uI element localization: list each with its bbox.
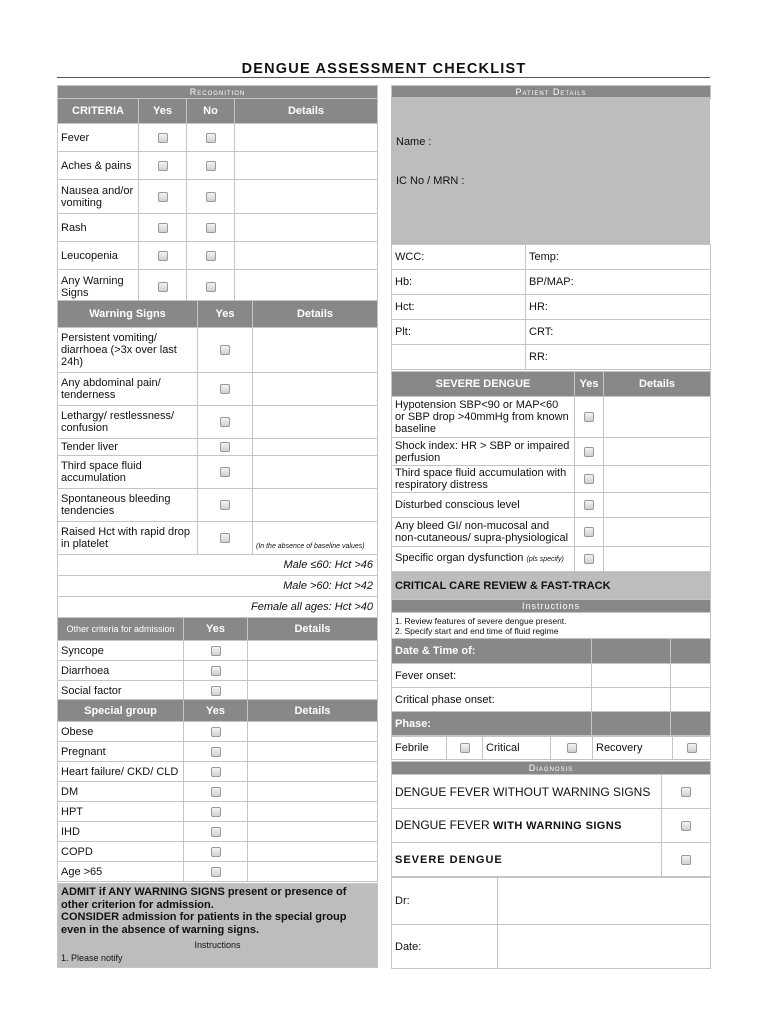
criterion-label: Nausea and/or vomiting <box>58 180 139 214</box>
rr-field[interactable]: RR: <box>526 345 711 370</box>
yes-checkbox[interactable] <box>211 747 221 757</box>
criterion-label: Diarrhoea <box>58 661 184 681</box>
table-row <box>58 822 378 842</box>
date-time-header: Date & Time of: <box>392 639 592 664</box>
diagnosis-caption: Diagnosis <box>392 762 711 775</box>
date-label: Date: <box>392 925 498 969</box>
details-header: Details <box>235 99 378 124</box>
no-checkbox[interactable] <box>206 251 216 261</box>
critical-care-table <box>391 571 711 737</box>
diagnosis-table <box>391 761 711 877</box>
no-checkbox[interactable] <box>206 282 216 292</box>
group-label: IHD <box>58 822 184 842</box>
warning-signs-table <box>57 300 378 618</box>
dx-without-warning-label: DENGUE FEVER WITHOUT WARNING SIGNS <box>392 775 662 809</box>
dx-severe-checkbox[interactable] <box>681 855 691 865</box>
table-row <box>392 518 711 547</box>
recognition-caption: Recognition <box>58 86 378 99</box>
table-row <box>58 152 378 180</box>
criterion-label: Aches & pains <box>58 152 139 180</box>
yes-checkbox[interactable] <box>220 467 230 477</box>
baseline-note: (In the absence of baseline values) <box>253 522 378 555</box>
table-row <box>58 373 378 406</box>
patient-ic-label[interactable]: IC No / MRN : <box>396 175 465 187</box>
yes-checkbox[interactable] <box>584 474 594 484</box>
details-cell[interactable] <box>248 641 378 661</box>
wcc-field[interactable]: WCC: <box>392 245 526 270</box>
table-row <box>392 438 711 466</box>
critical-onset-extra[interactable] <box>671 688 711 712</box>
critical-care-title: CRITICAL CARE REVIEW & FAST-TRACK <box>392 572 711 600</box>
table-row <box>58 439 378 456</box>
phase-recovery-label: Recovery <box>593 736 673 760</box>
yes-header: Yes <box>575 372 604 397</box>
severe-criterion-label: Any bleed GI/ non-mucosal and non-cutaneous/ supra-physiological <box>392 518 575 547</box>
details-cell[interactable] <box>235 270 378 304</box>
instructions-label: Instructions <box>392 600 711 613</box>
hct-criterion: Male ≤60: Hct >46 <box>58 555 378 576</box>
phase-febrile-label: Febrile <box>392 736 447 760</box>
yes-checkbox[interactable] <box>211 686 221 696</box>
criterion-label: Rash <box>58 214 139 242</box>
yes-checkbox[interactable] <box>211 646 221 656</box>
details-cell[interactable] <box>248 661 378 681</box>
table-row <box>392 397 711 438</box>
severe-criterion-label: Specific organ dysfunction <box>395 552 524 564</box>
yes-header: Yes <box>139 99 187 124</box>
details-cell[interactable] <box>253 373 378 406</box>
yes-checkbox[interactable] <box>211 867 221 877</box>
criterion-label: Social factor <box>58 681 184 701</box>
patient-details-box <box>391 97 710 244</box>
details-cell[interactable] <box>248 802 378 822</box>
yes-checkbox[interactable] <box>158 133 168 143</box>
no-header: No <box>187 99 235 124</box>
instruction-item: 1. Review features of severe dengue present. <box>395 615 567 626</box>
page-title: DENGUE ASSESSMENT CHECKLIST <box>241 61 527 77</box>
details-cell[interactable] <box>604 438 711 466</box>
instruction-item: 1. Please notify <box>61 953 123 963</box>
details-header: Details <box>253 301 378 328</box>
details-cell[interactable] <box>235 124 378 152</box>
table-row <box>58 406 378 439</box>
group-label: DM <box>58 782 184 802</box>
details-cell[interactable] <box>248 782 378 802</box>
recognition-table <box>57 85 378 304</box>
details-cell[interactable] <box>253 328 378 373</box>
details-cell[interactable] <box>235 152 378 180</box>
table-row <box>58 782 378 802</box>
yes-checkbox[interactable] <box>211 787 221 797</box>
table-row <box>58 862 378 882</box>
details-cell[interactable] <box>604 397 711 438</box>
yes-checkbox[interactable] <box>584 554 594 564</box>
details-cell[interactable] <box>235 242 378 270</box>
yes-checkbox[interactable] <box>220 417 230 427</box>
yes-checkbox[interactable] <box>211 847 221 857</box>
table-row <box>58 742 378 762</box>
yes-checkbox[interactable] <box>158 223 168 233</box>
criteria-header: CRITERIA <box>58 99 139 124</box>
no-checkbox[interactable] <box>206 133 216 143</box>
yes-checkbox[interactable] <box>220 345 230 355</box>
group-label: Age >65 <box>58 862 184 882</box>
critical-checkbox[interactable] <box>567 743 577 753</box>
criterion-label: Leucopenia <box>58 242 139 270</box>
group-label: COPD <box>58 842 184 862</box>
yes-checkbox[interactable] <box>584 500 594 510</box>
instruction-item: 2. Specify start and end time of fluid regime <box>395 625 559 636</box>
yes-checkbox[interactable] <box>220 384 230 394</box>
group-label: Heart failure/ CKD/ CLD <box>58 762 184 782</box>
yes-checkbox[interactable] <box>584 412 594 422</box>
details-cell[interactable] <box>248 742 378 762</box>
severe-dengue-header: SEVERE DENGUE <box>392 372 575 397</box>
phase-header: Phase: <box>392 712 592 737</box>
warning-sign-label: Raised Hct with rapid drop in platelet <box>58 522 198 555</box>
details-cell[interactable] <box>604 466 711 493</box>
fever-onset-label: Fever onset: <box>392 664 592 688</box>
details-cell[interactable] <box>604 493 711 518</box>
plt-field[interactable]: Plt: <box>392 320 526 345</box>
other-criteria-header: Other criteria for admission <box>58 618 184 641</box>
table-row <box>392 466 711 493</box>
table-row <box>58 456 378 489</box>
details-cell[interactable] <box>253 439 378 456</box>
details-header: Details <box>604 372 711 397</box>
table-row <box>392 493 711 518</box>
table-row <box>392 547 711 572</box>
warning-sign-label: Spontaneous bleeding tendencies <box>58 489 198 522</box>
dx-severe-label: SEVERE DENGUE <box>392 843 662 877</box>
details-header: Details <box>248 700 378 722</box>
severe-criterion-label: Hypotension SBP<90 or MAP<60 or SBP drop >40mmHg from known baseline <box>392 397 575 438</box>
no-checkbox[interactable] <box>206 223 216 233</box>
yes-checkbox[interactable] <box>211 807 221 817</box>
details-header: Details <box>248 618 378 641</box>
no-checkbox[interactable] <box>206 192 216 202</box>
table-row <box>58 489 378 522</box>
table-row <box>58 180 378 214</box>
yes-header: Yes <box>184 618 248 641</box>
hct-criterion: Female all ages: Hct >40 <box>58 597 378 618</box>
doctor-signature-field[interactable] <box>498 878 711 925</box>
warning-sign-label: Persistent vomiting/ diarrhoea (>3x over last 24h) <box>58 328 198 373</box>
fever-onset-extra[interactable] <box>671 664 711 688</box>
group-label: Pregnant <box>58 742 184 762</box>
table-row <box>58 522 378 555</box>
yes-checkbox[interactable] <box>158 251 168 261</box>
yes-checkbox[interactable] <box>211 827 221 837</box>
details-cell[interactable] <box>235 180 378 214</box>
details-cell[interactable] <box>253 456 378 489</box>
table-row <box>58 270 378 304</box>
severe-criterion-label: Disturbed conscious level <box>392 493 575 518</box>
details-cell[interactable] <box>235 214 378 242</box>
instructions-label: Instructions <box>194 940 241 950</box>
warning-sign-label: Any abdominal pain/ tenderness <box>58 373 198 406</box>
febrile-checkbox[interactable] <box>460 743 470 753</box>
dx-without-warning-checkbox[interactable] <box>681 787 691 797</box>
details-cell[interactable] <box>248 681 378 701</box>
table-row <box>58 722 378 742</box>
group-label: HPT <box>58 802 184 822</box>
hct-field[interactable]: Hct: <box>392 295 526 320</box>
details-cell[interactable] <box>248 862 378 882</box>
group-label: Obese <box>58 722 184 742</box>
critical-onset-value[interactable] <box>592 688 671 712</box>
no-checkbox[interactable] <box>206 161 216 171</box>
table-row <box>58 762 378 782</box>
hct-criterion: Male >60: Hct >42 <box>58 576 378 597</box>
yes-checkbox[interactable] <box>220 533 230 543</box>
special-group-header: Special group <box>58 700 184 722</box>
details-cell[interactable] <box>604 547 711 572</box>
table-row <box>58 328 378 373</box>
table-row <box>58 242 378 270</box>
warning-sign-label: Third space fluid accumulation <box>58 456 198 489</box>
admit-note-box <box>57 883 378 968</box>
details-cell[interactable] <box>248 842 378 862</box>
details-cell[interactable] <box>604 518 711 547</box>
temp-field[interactable]: Temp: <box>526 245 711 270</box>
hb-field[interactable]: Hb: <box>392 270 526 295</box>
severe-criterion-label: Shock index: HR > SBP or impaired perfusion <box>392 438 575 466</box>
empty-vital-cell <box>392 345 526 370</box>
yes-checkbox[interactable] <box>211 666 221 676</box>
hr-field[interactable]: HR: <box>526 295 711 320</box>
warning-sign-label: Lethargy/ restlessness/ confusion <box>58 406 198 439</box>
critical-onset-label: Critical phase onset: <box>392 688 592 712</box>
table-row <box>58 802 378 822</box>
dx-with-warning-prefix: DENGUE FEVER <box>395 818 494 832</box>
details-cell[interactable] <box>248 762 378 782</box>
date-field[interactable] <box>498 925 711 969</box>
details-cell[interactable] <box>253 406 378 439</box>
details-cell[interactable] <box>248 822 378 842</box>
table-row <box>58 124 378 152</box>
warning-sign-label: Tender liver <box>58 439 198 456</box>
criterion-label: Any Warning Signs <box>58 270 139 304</box>
fever-onset-value[interactable] <box>592 664 671 688</box>
yes-checkbox[interactable] <box>158 282 168 292</box>
patient-name-label[interactable]: Name : <box>396 136 432 148</box>
crt-field[interactable]: CRT: <box>526 320 711 345</box>
warning-signs-header: Warning Signs <box>58 301 198 328</box>
other-criteria-table <box>57 617 378 701</box>
severe-dengue-table <box>391 371 711 572</box>
title-rule <box>57 77 710 78</box>
criterion-label: Fever <box>58 124 139 152</box>
yes-checkbox[interactable] <box>220 500 230 510</box>
dx-with-warning-checkbox[interactable] <box>681 821 691 831</box>
dx-with-warning-label: WITH WARNING SIGNS <box>493 820 622 832</box>
details-cell[interactable] <box>253 489 378 522</box>
phase-critical-label: Critical <box>483 736 551 760</box>
yes-header: Yes <box>198 301 253 328</box>
doctor-label: Dr: <box>392 878 498 925</box>
consider-admission-text: CONSIDER admission for patients in the special group even in the absence of warning signs. <box>61 911 347 936</box>
bp-map-field[interactable]: BP/MAP: <box>526 270 711 295</box>
yes-header: Yes <box>184 700 248 722</box>
table-row <box>58 681 378 701</box>
yes-checkbox[interactable] <box>211 727 221 737</box>
table-row <box>58 214 378 242</box>
yes-checkbox[interactable] <box>584 527 594 537</box>
admit-criteria-text: ADMIT if ANY WARNING SIGNS present or presence of other criterion for admission. <box>61 886 347 911</box>
patient-details-caption: Patient Details <box>392 86 711 99</box>
phase-row <box>391 735 711 760</box>
severe-criterion-label: Third space fluid accumulation with respiratory distress <box>392 466 575 493</box>
yes-checkbox[interactable] <box>158 192 168 202</box>
table-row <box>58 641 378 661</box>
recovery-checkbox[interactable] <box>687 743 697 753</box>
yes-checkbox[interactable] <box>158 161 168 171</box>
specify-note: (pls specify) <box>526 556 564 563</box>
table-row <box>58 661 378 681</box>
vitals-table <box>391 244 711 370</box>
yes-checkbox[interactable] <box>220 442 230 452</box>
special-group-table <box>57 699 378 882</box>
signature-table <box>391 877 711 969</box>
table-row <box>58 842 378 862</box>
criterion-label: Syncope <box>58 641 184 661</box>
details-cell[interactable] <box>248 722 378 742</box>
yes-checkbox[interactable] <box>584 447 594 457</box>
yes-checkbox[interactable] <box>211 767 221 777</box>
